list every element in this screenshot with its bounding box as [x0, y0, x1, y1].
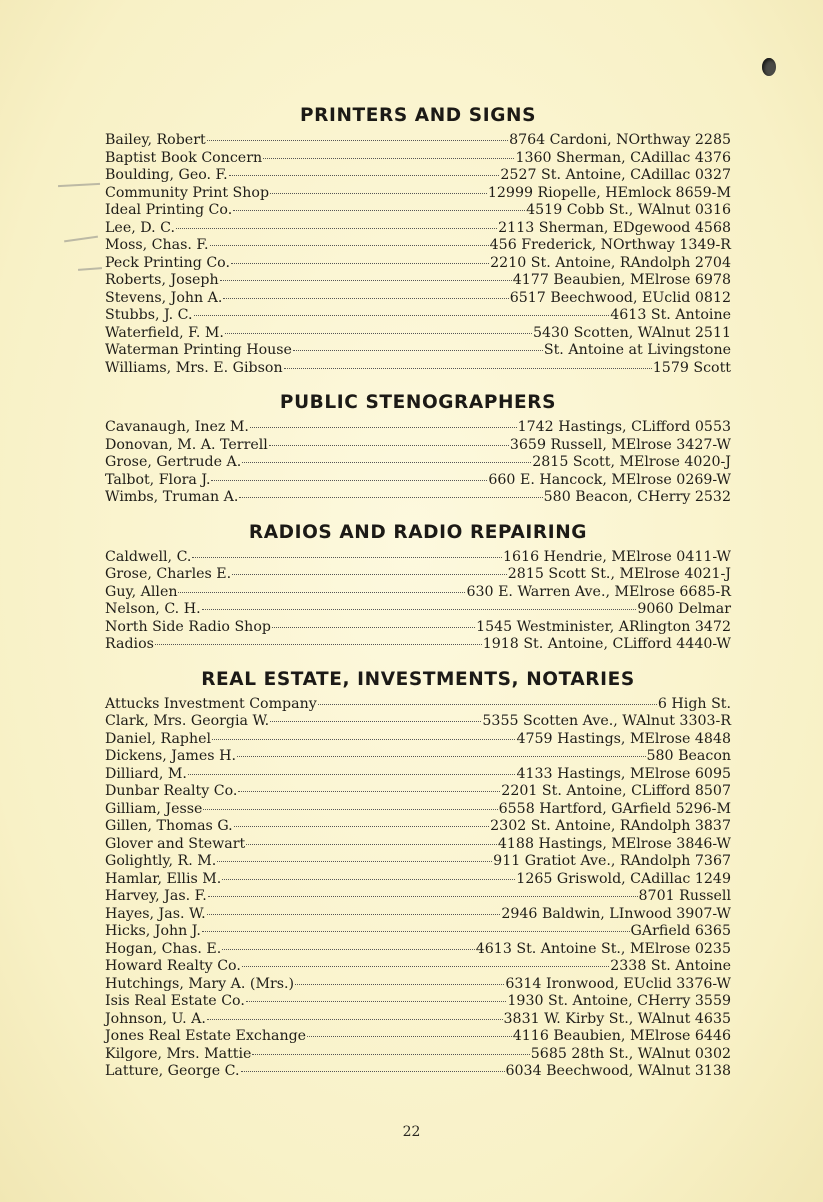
directory-entry — [105, 150, 731, 168]
entry-name: Cavanaugh, Inez M. — [105, 419, 249, 435]
directory-entry — [105, 472, 731, 490]
entry-address: GArfield 6365 — [630, 923, 731, 939]
directory-entry — [105, 906, 731, 924]
section-gap — [105, 377, 731, 387]
directory-entry — [105, 489, 731, 507]
entry-name: Community Print Shop — [105, 184, 270, 201]
dot-leader — [250, 427, 517, 428]
entry-address: 1360 Sherman, CAdillac 4376 — [515, 149, 731, 166]
directory-entry — [105, 748, 731, 766]
entry-name: Hayes, Jas. W. — [105, 905, 206, 922]
entry-name: Caldwell, C. — [105, 548, 192, 565]
entry-address: 5355 Scotten Ave., WAlnut 3303-R — [482, 713, 731, 729]
entry-address: 2815 Scott St., MElrose 4021-J — [507, 566, 731, 582]
dot-leader — [188, 774, 516, 775]
entry-address: 4519 Cobb St., WAlnut 0316 — [526, 202, 731, 218]
entry-name: Gilliam, Jesse — [105, 800, 203, 817]
entry-name: Peck Printing Co. — [105, 254, 230, 271]
entry-name: Harvey, Jas. F. — [105, 888, 207, 904]
dot-leader — [270, 193, 487, 194]
entry-address: 2302 St. Antoine, RAndolph 3837 — [490, 818, 731, 834]
dot-leader — [307, 1036, 512, 1037]
entry-name: Stevens, John A. — [105, 289, 223, 306]
entry-name: Attucks Investment Company — [105, 695, 317, 712]
directory-entry — [105, 167, 731, 185]
entry-name: Dunbar Realty Co. — [105, 783, 238, 799]
entry-name: Hutchings, Mary A. (Mrs.) — [105, 975, 295, 992]
dot-leader — [269, 445, 509, 446]
entry-address: 2201 St. Antoine, CLifford 8507 — [501, 783, 731, 799]
directory-entry — [105, 888, 731, 906]
section-title: RADIOS AND RADIO REPAIRING — [248, 521, 588, 543]
entry-name: Dilliard, M. — [105, 765, 187, 782]
directory-entry — [105, 836, 731, 854]
directory-entry — [105, 220, 731, 238]
directory-entry — [105, 958, 731, 976]
dot-leader — [222, 879, 515, 880]
dot-leader — [178, 592, 465, 593]
directory-entry — [105, 1028, 731, 1046]
dot-leader — [176, 228, 497, 229]
listing-content — [105, 100, 731, 1081]
entry-address: 2815 Scott, MElrose 4020-J — [532, 454, 731, 470]
entry-name: Ideal Printing Co. — [105, 202, 233, 218]
dot-leader — [211, 480, 487, 481]
entry-address: 660 E. Hancock, MElrose 0269-W — [488, 471, 731, 488]
pencil-mark — [78, 267, 102, 270]
entry-address: 4613 St. Antoine — [610, 307, 731, 323]
directory-entry — [105, 325, 731, 343]
directory-entry — [105, 871, 731, 889]
dot-leader — [284, 368, 652, 369]
section-title: PUBLIC STENOGRAPHERS — [279, 392, 557, 413]
dot-leader — [217, 861, 492, 862]
dot-leader — [202, 609, 637, 610]
directory-entry — [105, 454, 731, 472]
dot-leader — [222, 949, 475, 950]
dot-leader — [295, 984, 504, 985]
entry-address: 12999 Riopelle, HEmlock 8659-M — [487, 184, 731, 201]
entry-name: Kilgore, Mrs. Mattie — [105, 1045, 252, 1062]
directory-entry — [105, 566, 731, 584]
section-gap — [105, 507, 731, 517]
dot-leader — [242, 462, 531, 463]
pencil-mark — [58, 183, 100, 187]
entry-address: 1616 Hendrie, MElrose 0411-W — [503, 548, 731, 565]
directory-entry — [105, 272, 731, 290]
dot-leader — [220, 280, 512, 281]
directory-entry — [105, 307, 731, 325]
entry-address: 5430 Scotten, WAlnut 2511 — [532, 324, 731, 341]
dot-leader — [241, 1071, 505, 1072]
entry-name: Waterfield, F. M. — [105, 324, 224, 341]
directory-entry — [105, 601, 731, 619]
entry-address: 4177 Beaubien, MElrose 6978 — [512, 272, 731, 288]
punch-hole — [762, 58, 776, 76]
dot-leader — [234, 826, 489, 827]
entry-name: Baptist Book Concern — [105, 149, 263, 166]
directory-entry — [105, 818, 731, 836]
dot-leader — [202, 931, 630, 932]
directory-entry — [105, 1011, 731, 1029]
directory-entry — [105, 237, 731, 255]
dot-leader — [212, 739, 515, 740]
entry-name: Stubbs, J. C. — [105, 307, 193, 323]
directory-entry — [105, 783, 731, 801]
directory-entry — [105, 342, 731, 360]
entry-address: 2527 St. Antoine, CAdillac 0327 — [500, 167, 731, 183]
entry-address: 580 Beacon, CHerry 2532 — [543, 489, 731, 505]
entry-address: 6517 Beechwood, EUclid 0812 — [509, 289, 731, 306]
entry-name: Boulding, Geo. F. — [105, 167, 228, 183]
entry-name: Radios — [105, 636, 154, 652]
entry-name: Grose, Charles E. — [105, 566, 232, 582]
directory-entry — [105, 290, 731, 308]
entry-name: Dickens, James H. — [105, 748, 236, 764]
entry-address: 6034 Beechwood, WAlnut 3138 — [505, 1063, 731, 1079]
dot-leader — [155, 644, 482, 645]
entry-name: Golightly, R. M. — [105, 853, 217, 869]
entry-address: St. Antoine at Livingstone — [543, 342, 731, 358]
entry-address: 1742 Hastings, CLifford 0553 — [517, 419, 731, 435]
entry-name: Jones Real Estate Exchange — [105, 1028, 307, 1044]
section-title: REAL ESTATE, INVESTMENTS, NOTARIES — [201, 668, 635, 690]
dot-leader — [231, 263, 489, 264]
directory-entry — [105, 1046, 731, 1064]
dot-leader — [223, 298, 508, 299]
directory-entry — [105, 437, 731, 455]
entry-name: Guy, Allen — [105, 583, 178, 600]
entry-address: 4116 Beaubien, MElrose 6446 — [512, 1028, 731, 1044]
directory-entry — [105, 801, 731, 819]
dot-leader — [293, 350, 543, 351]
entry-name: Grose, Gertrude A. — [105, 454, 242, 470]
entry-address: 1545 Westminister, ARlington 3472 — [476, 618, 731, 635]
entry-address: 4759 Hastings, MElrose 4848 — [516, 730, 731, 747]
directory-entry — [105, 636, 731, 654]
dot-leader — [239, 497, 542, 498]
directory-entry — [105, 549, 731, 567]
entry-name: Donovan, M. A. Terrell — [105, 436, 268, 453]
entry-address: 8764 Cardoni, NOrthway 2285 — [509, 132, 731, 148]
entry-name: Howard Realty Co. — [105, 958, 241, 974]
entry-address: 580 Beacon — [646, 748, 731, 764]
section-title: PRINTERS AND SIGNS — [299, 105, 537, 126]
entry-address: 1579 Scott — [652, 359, 731, 376]
directory-entry — [105, 619, 731, 637]
directory-entry — [105, 419, 731, 437]
dot-leader — [194, 315, 610, 316]
entry-address: 1265 Griswold, CAdillac 1249 — [516, 870, 731, 887]
entry-address: 1918 St. Antoine, CLifford 4440-W — [482, 636, 731, 652]
dot-leader — [270, 721, 481, 722]
entry-name: Talbot, Flora J. — [105, 471, 211, 488]
directory-entry — [105, 713, 731, 731]
entry-name: Wimbs, Truman A. — [105, 489, 239, 505]
dot-leader — [225, 333, 532, 334]
directory-entry — [105, 1063, 731, 1081]
dot-leader — [203, 809, 497, 810]
dot-leader — [207, 140, 508, 141]
entry-address: 2210 St. Antoine, RAndolph 2704 — [490, 254, 731, 271]
entry-name: Daniel, Raphel — [105, 730, 212, 747]
entry-name: Williams, Mrs. E. Gibson — [105, 359, 283, 376]
directory-entry — [105, 584, 731, 602]
entry-name: Waterman Printing House — [105, 342, 292, 358]
entry-address: 4133 Hastings, MElrose 6095 — [516, 765, 731, 782]
entry-address: 9060 Delmar — [637, 601, 731, 617]
entry-name: Hogan, Chas. E. — [105, 940, 222, 957]
entry-name: Hicks, John J. — [105, 923, 201, 939]
dot-leader — [207, 914, 501, 915]
entry-name: Bailey, Robert — [105, 132, 206, 148]
entry-address: 1930 St. Antoine, CHerry 3559 — [507, 993, 731, 1009]
directory-entry — [105, 132, 731, 150]
directory-entry — [105, 360, 731, 378]
dot-leader — [238, 791, 500, 792]
entry-address: 3831 W. Kirby St., WAlnut 4635 — [503, 1010, 731, 1027]
directory-entry — [105, 185, 731, 203]
dot-leader — [252, 1054, 529, 1055]
dot-leader — [192, 557, 502, 558]
entry-address: 3659 Russell, MElrose 3427-W — [509, 436, 731, 453]
dot-leader — [210, 245, 489, 246]
entry-name: Isis Real Estate Co. — [105, 993, 245, 1009]
entry-name: Glover and Stewart — [105, 835, 246, 852]
entry-name: Gillen, Thomas G. — [105, 818, 233, 834]
dot-leader — [229, 175, 500, 176]
entry-name: Lee, D. C. — [105, 219, 175, 236]
entry-name: Latture, George C. — [105, 1063, 240, 1079]
entry-address: 4188 Hastings, MElrose 3846-W — [497, 835, 731, 852]
entry-name: Clark, Mrs. Georgia W. — [105, 713, 270, 729]
entry-address: 456 Frederick, NOrthway 1349-R — [489, 237, 731, 253]
directory-entry — [105, 731, 731, 749]
dot-leader — [272, 627, 475, 628]
pencil-mark — [64, 236, 98, 242]
dot-leader — [263, 158, 514, 159]
entry-address: 5685 28th St., WAlnut 0302 — [530, 1045, 731, 1062]
dot-leader — [246, 1001, 507, 1002]
directory-entry — [105, 853, 731, 871]
entry-address: 6314 Ironwood, EUclid 3376-W — [505, 975, 731, 992]
dot-leader — [318, 704, 657, 705]
entry-name: North Side Radio Shop — [105, 618, 271, 635]
entry-name: Nelson, C. H. — [105, 601, 201, 617]
dot-leader — [233, 210, 525, 211]
entry-address: 6558 Hartford, GArfield 5296-M — [498, 800, 731, 817]
entry-name: Hamlar, Ellis M. — [105, 870, 222, 887]
page-number: 22 — [402, 1124, 421, 1140]
dot-leader — [237, 756, 646, 757]
directory-entry — [105, 941, 731, 959]
entry-address: 8701 Russell — [638, 888, 731, 904]
directory-entry — [105, 923, 731, 941]
section-gap — [105, 654, 731, 664]
entry-name: Johnson, U. A. — [105, 1010, 206, 1027]
entry-name: Moss, Chas. F. — [105, 237, 209, 253]
entry-address: 2113 Sherman, EDgewood 4568 — [498, 219, 731, 236]
dot-leader — [246, 844, 497, 845]
directory-entry — [105, 993, 731, 1011]
directory-entry — [105, 255, 731, 273]
entry-address: 911 Gratiot Ave., RAndolph 7367 — [493, 853, 731, 869]
directory-entry — [105, 202, 731, 220]
entry-name: Roberts, Joseph — [105, 272, 219, 288]
dot-leader — [208, 896, 638, 897]
dot-leader — [232, 574, 507, 575]
dot-leader — [242, 966, 609, 967]
dot-leader — [207, 1019, 503, 1020]
directory-entry — [105, 696, 731, 714]
entry-address: 630 E. Warren Ave., MElrose 6685-R — [466, 583, 731, 600]
entry-address: 4613 St. Antoine St., MElrose 0235 — [475, 940, 731, 957]
entry-address: 2338 St. Antoine — [610, 958, 731, 974]
entry-address: 2946 Baldwin, LInwood 3907-W — [501, 905, 731, 922]
directory-entry — [105, 766, 731, 784]
entry-address: 6 High St. — [657, 695, 731, 712]
directory-entry — [105, 976, 731, 994]
